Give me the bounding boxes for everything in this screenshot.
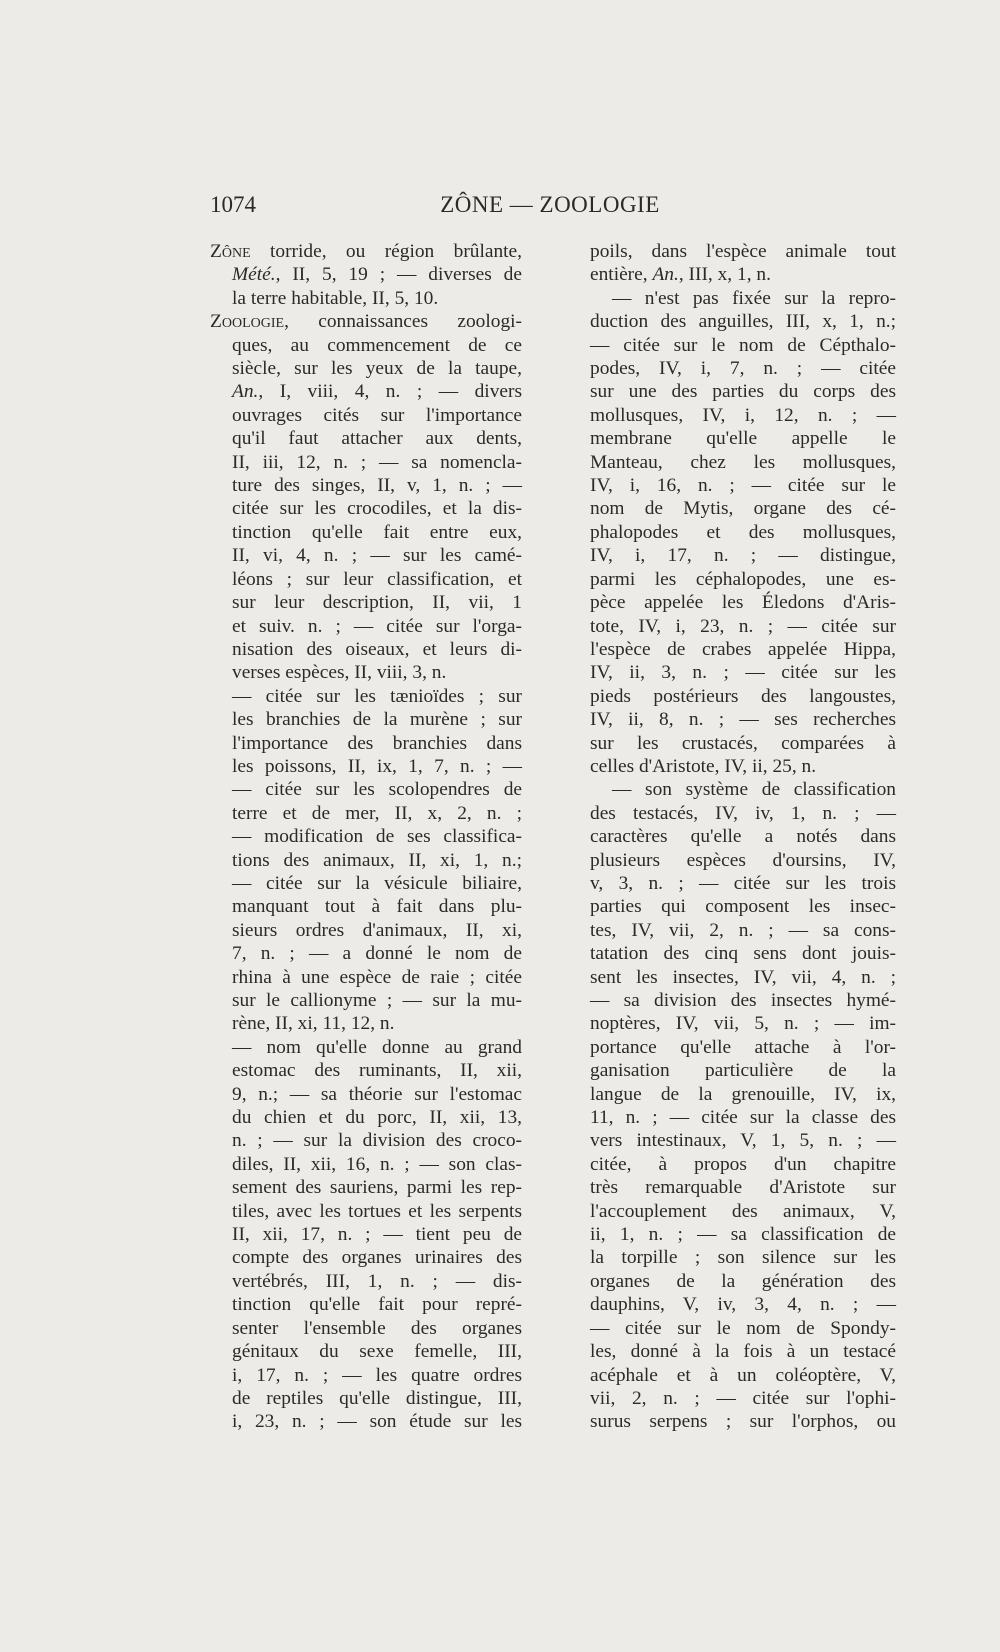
text-run: — son système de classification — [612, 779, 896, 801]
text-run: acéphale et à un coléoptère, V, — [590, 1364, 896, 1386]
text-run: tions des animaux, II, xi, 1, n.; — [232, 849, 522, 871]
text-run: Mété. — [232, 264, 276, 286]
text-line — [210, 708, 522, 731]
running-head: ZÔNE — ZOOLOGIE — [440, 192, 660, 217]
text-line — [210, 989, 522, 1012]
text-line — [210, 895, 522, 918]
text-run: portance qu'elle attache à l'or- — [590, 1036, 896, 1058]
text-line — [590, 591, 896, 614]
text-run: citée, à propos d'un chapitre — [590, 1153, 896, 1175]
text-line — [210, 380, 522, 403]
text-run: terre et de mer, II, x, 2, n. ; — [232, 802, 522, 824]
text-line — [590, 1083, 896, 1106]
text-line — [590, 849, 896, 872]
text-line — [210, 544, 522, 567]
text-line — [590, 357, 896, 380]
text-line — [210, 732, 522, 755]
text-run: manquant tout à fait dans plu- — [232, 896, 522, 918]
text-run: nom de Mytis, organe des cé- — [590, 498, 896, 520]
text-run: v, 3, n. ; — citée sur les trois — [590, 872, 896, 894]
text-run: celles d'Aristote, IV, ii, 25, n. — [590, 755, 817, 777]
text-run: tote, IV, i, 23, n. ; — citée sur — [590, 615, 896, 637]
text-line — [210, 1153, 522, 1176]
text-line — [210, 849, 522, 872]
text-run: entière, — [590, 264, 653, 286]
text-line — [210, 755, 522, 778]
text-run: , connaissances zoologi- — [284, 311, 522, 333]
text-line — [210, 1129, 522, 1152]
text-line — [590, 521, 896, 544]
text-line — [210, 1317, 522, 1340]
text-run: et suiv. n. ; — citée sur l'orga- — [232, 615, 522, 637]
text-line — [590, 1317, 896, 1340]
text-line — [210, 240, 522, 263]
page-number: 1074 — [210, 192, 256, 217]
text-line — [210, 778, 522, 801]
text-run: IV, ii, 8, n. ; — ses recherches — [590, 709, 896, 731]
text-line — [590, 1246, 896, 1269]
text-line — [210, 497, 522, 520]
text-line — [210, 1083, 522, 1106]
text-run: compte des organes urinaires des — [232, 1247, 522, 1269]
text-line — [210, 802, 522, 825]
text-run: très remarquable d'Aristote sur — [590, 1177, 896, 1199]
text-line — [590, 685, 896, 708]
text-line — [590, 1153, 896, 1176]
text-line — [590, 661, 896, 684]
text-line — [210, 825, 522, 848]
text-line — [210, 1200, 522, 1223]
text-line — [210, 1223, 522, 1246]
text-run: ouvrages cités sur l'importance — [232, 404, 522, 426]
text-run: sur le callionyme ; — sur la mu- — [232, 990, 522, 1011]
text-run: léons ; sur leur classification, et — [232, 568, 522, 590]
text-line — [590, 895, 896, 918]
text-run: torride, ou région brûlante, — [250, 241, 522, 262]
text-run: II, vi, 4, n. ; — sur les camé- — [232, 545, 522, 567]
text-run: des testacés, IV, iv, 1, n. ; — — [590, 802, 896, 824]
page-header — [210, 192, 890, 226]
text-line — [590, 474, 896, 497]
text-run: l'espèce de crabes appelée Hippa, — [590, 638, 896, 660]
text-line — [210, 638, 522, 661]
text-line — [210, 1176, 522, 1199]
text-run: noptères, IV, vii, 5, n. ; — im- — [590, 1013, 896, 1035]
text-run: ganisation particulière de la — [590, 1060, 896, 1082]
text-line — [590, 1012, 896, 1035]
text-run: sent les insectes, IV, vii, 4, n. ; — [590, 966, 896, 988]
text-line — [590, 638, 896, 661]
text-line — [210, 872, 522, 895]
text-line — [210, 1106, 522, 1129]
text-line — [210, 966, 522, 989]
text-line — [590, 1293, 896, 1316]
text-run: caractères qu'elle a notés dans — [590, 826, 896, 848]
text-run: sur une des parties du corps des — [590, 381, 896, 403]
text-run: podes, IV, i, 7, n. ; — citée — [590, 358, 896, 380]
text-line — [590, 1410, 896, 1433]
text-run: diles, II, xii, 16, n. ; — son clas- — [232, 1153, 522, 1175]
text-line — [590, 544, 896, 567]
text-run: parties qui composent les insec- — [590, 896, 896, 918]
text-run: sement des sauriens, parmi les rep- — [232, 1177, 522, 1199]
text-run: estomac des ruminants, II, xii, — [232, 1060, 522, 1082]
text-line — [210, 334, 522, 357]
text-run: qu'il faut attacher aux dents, — [232, 428, 522, 450]
text-line — [590, 966, 896, 989]
text-line — [590, 404, 896, 427]
text-line — [590, 568, 896, 591]
text-run: — sa division des insectes hymé- — [590, 990, 896, 1011]
text-run: sur leur description, II, vii, 1 — [232, 592, 522, 614]
text-run: IV, i, 16, n. ; — citée sur le — [590, 475, 896, 497]
text-line — [590, 1176, 896, 1199]
text-line — [590, 497, 896, 520]
text-line — [590, 1129, 896, 1152]
text-line — [210, 357, 522, 380]
text-line — [210, 568, 522, 591]
text-run: siècle, sur les yeux de la taupe, — [232, 358, 522, 380]
text-run: — citée sur le nom de Cépthalo- — [590, 334, 896, 356]
text-line — [210, 1036, 522, 1059]
text-run: ques, au commencement de ce — [232, 334, 522, 356]
text-run: tinction qu'elle fait entre eux, — [232, 521, 522, 543]
text-run: verses espèces, II, viii, 3, n. — [232, 662, 447, 684]
text-run: parmi les céphalopodes, une es- — [590, 568, 896, 590]
text-run: poils, dans l'espèce animale tout — [590, 241, 896, 262]
text-run: de reptiles qu'elle distingue, III, — [232, 1387, 522, 1409]
text-line — [590, 1223, 896, 1246]
text-line — [210, 1012, 522, 1035]
text-run: tes, IV, vii, 2, n. ; — sa cons- — [590, 919, 896, 941]
text-run: mollusques, IV, i, 12, n. ; — — [590, 404, 896, 426]
text-line — [590, 263, 896, 286]
text-run: citée sur les crocodiles, et la dis- — [232, 498, 522, 520]
text-line — [210, 427, 522, 450]
text-line — [210, 263, 522, 286]
text-run: rhina à une espèce de raie ; citée — [232, 966, 522, 988]
text-run: ture des singes, II, v, 1, n. ; — — [232, 475, 522, 497]
text-line — [590, 240, 896, 263]
text-line — [210, 1293, 522, 1316]
text-line — [590, 310, 896, 333]
text-line — [210, 1246, 522, 1269]
text-run: l'importance des branchies dans — [232, 732, 522, 754]
text-line — [590, 1270, 896, 1293]
text-line — [210, 942, 522, 965]
text-line — [590, 451, 896, 474]
text-line — [210, 1387, 522, 1410]
right-column — [590, 240, 896, 1434]
text-run: vii, 2, n. ; — citée sur l'ophi- — [590, 1387, 896, 1409]
text-run: nisation des oiseaux, et leurs di- — [232, 638, 522, 660]
text-line — [210, 1270, 522, 1293]
text-run: membrane qu'elle appelle le — [590, 428, 896, 450]
text-run: dauphins, V, iv, 3, 4, n. ; — — [590, 1294, 896, 1316]
text-run: — citée sur les scolopendres de — [232, 779, 522, 801]
text-line — [210, 287, 522, 310]
text-run: sieurs ordres d'animaux, II, xi, — [232, 919, 522, 941]
text-line — [210, 451, 522, 474]
text-line — [590, 802, 896, 825]
text-run: tatation des cinq sens dont jouis- — [590, 943, 896, 965]
text-run: II, xii, 17, n. ; — tient peu de — [232, 1224, 522, 1246]
text-run: langue de la grenouille, IV, ix, — [590, 1083, 896, 1105]
text-line — [590, 334, 896, 357]
text-run: les, donné à la fois à un testacé — [590, 1341, 896, 1363]
text-run: i, 17, n. ; — les quatre ordres — [232, 1364, 522, 1386]
text-line — [210, 1364, 522, 1387]
text-run: 7, n. ; — a donné le nom de — [232, 943, 522, 965]
text-run: 9, n.; — sa théorie sur l'estomac — [232, 1083, 522, 1105]
text-line — [210, 404, 522, 427]
text-line — [210, 661, 522, 684]
text-run: — n'est pas fixée sur la repro- — [612, 287, 896, 309]
text-run: , II, 5, 19 ; — diverses de — [275, 264, 522, 286]
text-line — [590, 732, 896, 755]
text-line — [590, 989, 896, 1012]
text-run: la torpille ; son silence sur les — [590, 1247, 896, 1269]
text-line — [590, 872, 896, 895]
text-line — [590, 1036, 896, 1059]
text-run: — nom qu'elle donne au grand — [232, 1036, 522, 1058]
text-line — [590, 1364, 896, 1387]
text-run: i, 23, n. ; — son étude sur les — [232, 1411, 522, 1433]
text-run: génitaux du sexe femelle, III, — [232, 1341, 522, 1363]
text-line — [590, 1387, 896, 1410]
text-run: tiles, avec les tortues et les serpents — [232, 1200, 522, 1222]
text-run: pèce appelée les Éledons d'Aris- — [590, 592, 896, 614]
text-line — [210, 615, 522, 638]
text-line — [210, 591, 522, 614]
text-line — [590, 1340, 896, 1363]
text-run: les branchies de la murène ; sur — [232, 709, 522, 731]
text-line — [210, 521, 522, 544]
text-line — [590, 287, 896, 310]
text-line — [590, 755, 896, 778]
text-run: plusieurs espèces d'oursins, IV, — [590, 849, 896, 871]
text-line — [210, 474, 522, 497]
text-run: Zoologie — [210, 311, 285, 333]
text-run: sur les crustacés, comparées à — [590, 732, 896, 754]
text-run: l'accouplement des animaux, V, — [590, 1200, 896, 1222]
text-line — [590, 919, 896, 942]
text-line — [590, 380, 896, 403]
text-run: — citée sur les tænioïdes ; sur — [232, 685, 522, 707]
text-run: , I, viii, 4, n. ; — divers — [258, 381, 522, 403]
left-column — [210, 240, 522, 1434]
text-line — [590, 778, 896, 801]
text-run: la terre habitable, II, 5, 10. — [232, 287, 439, 309]
text-run: phalopodes et des mollusques, — [590, 521, 896, 543]
text-run: Manteau, chez les mollusques, — [590, 451, 896, 473]
text-line — [210, 1340, 522, 1363]
text-run: II, iii, 12, n. ; — sa nomencla- — [232, 451, 522, 473]
text-line — [210, 1059, 522, 1082]
text-line — [590, 427, 896, 450]
text-run: vertébrés, III, 1, n. ; — dis- — [232, 1270, 522, 1292]
text-run: organes de la génération des — [590, 1270, 896, 1292]
text-run: — citée sur le nom de Spondy- — [590, 1317, 896, 1339]
text-line — [590, 615, 896, 638]
text-run: 11, n. ; — citée sur la classe des — [590, 1107, 896, 1129]
text-run: , III, x, 1, n. — [678, 264, 771, 286]
text-run: pieds postérieurs des langoustes, — [590, 685, 896, 707]
text-run: n. ; — sur la division des croco- — [232, 1130, 522, 1152]
text-run: An. — [232, 381, 259, 403]
text-run: vers intestinaux, V, 1, 5, n. ; — — [590, 1130, 896, 1152]
text-line — [590, 825, 896, 848]
text-line — [590, 1106, 896, 1129]
text-run: duction des anguilles, III, x, 1, n.; — [590, 311, 896, 333]
text-run: Zône — [210, 241, 251, 262]
text-run: ii, 1, n. ; — sa classification de — [590, 1224, 896, 1246]
text-run: IV, ii, 3, n. ; — citée sur les — [590, 662, 896, 684]
text-line — [210, 1410, 522, 1433]
text-line — [210, 919, 522, 942]
text-line — [590, 708, 896, 731]
text-run: senter l'ensemble des organes — [232, 1317, 522, 1339]
text-run: tinction qu'elle fait pour repré- — [232, 1294, 522, 1316]
text-run: — citée sur la vésicule biliaire, — [232, 872, 522, 894]
text-run: — modification de ses classifica- — [232, 826, 522, 848]
text-line — [590, 1059, 896, 1082]
text-run: IV, i, 17, n. ; — distingue, — [590, 545, 896, 567]
text-run: rène, II, xi, 11, 12, n. — [232, 1013, 395, 1035]
text-run: surus serpens ; sur l'orphos, ou — [590, 1411, 896, 1433]
text-run: du chien et du porc, II, xii, 13, — [232, 1107, 522, 1129]
text-run: les poissons, II, ix, 1, 7, n. ; — — [232, 755, 522, 777]
text-run: An. — [652, 264, 679, 286]
text-line — [210, 685, 522, 708]
text-line — [590, 942, 896, 965]
text-line — [210, 310, 522, 333]
text-line — [590, 1200, 896, 1223]
